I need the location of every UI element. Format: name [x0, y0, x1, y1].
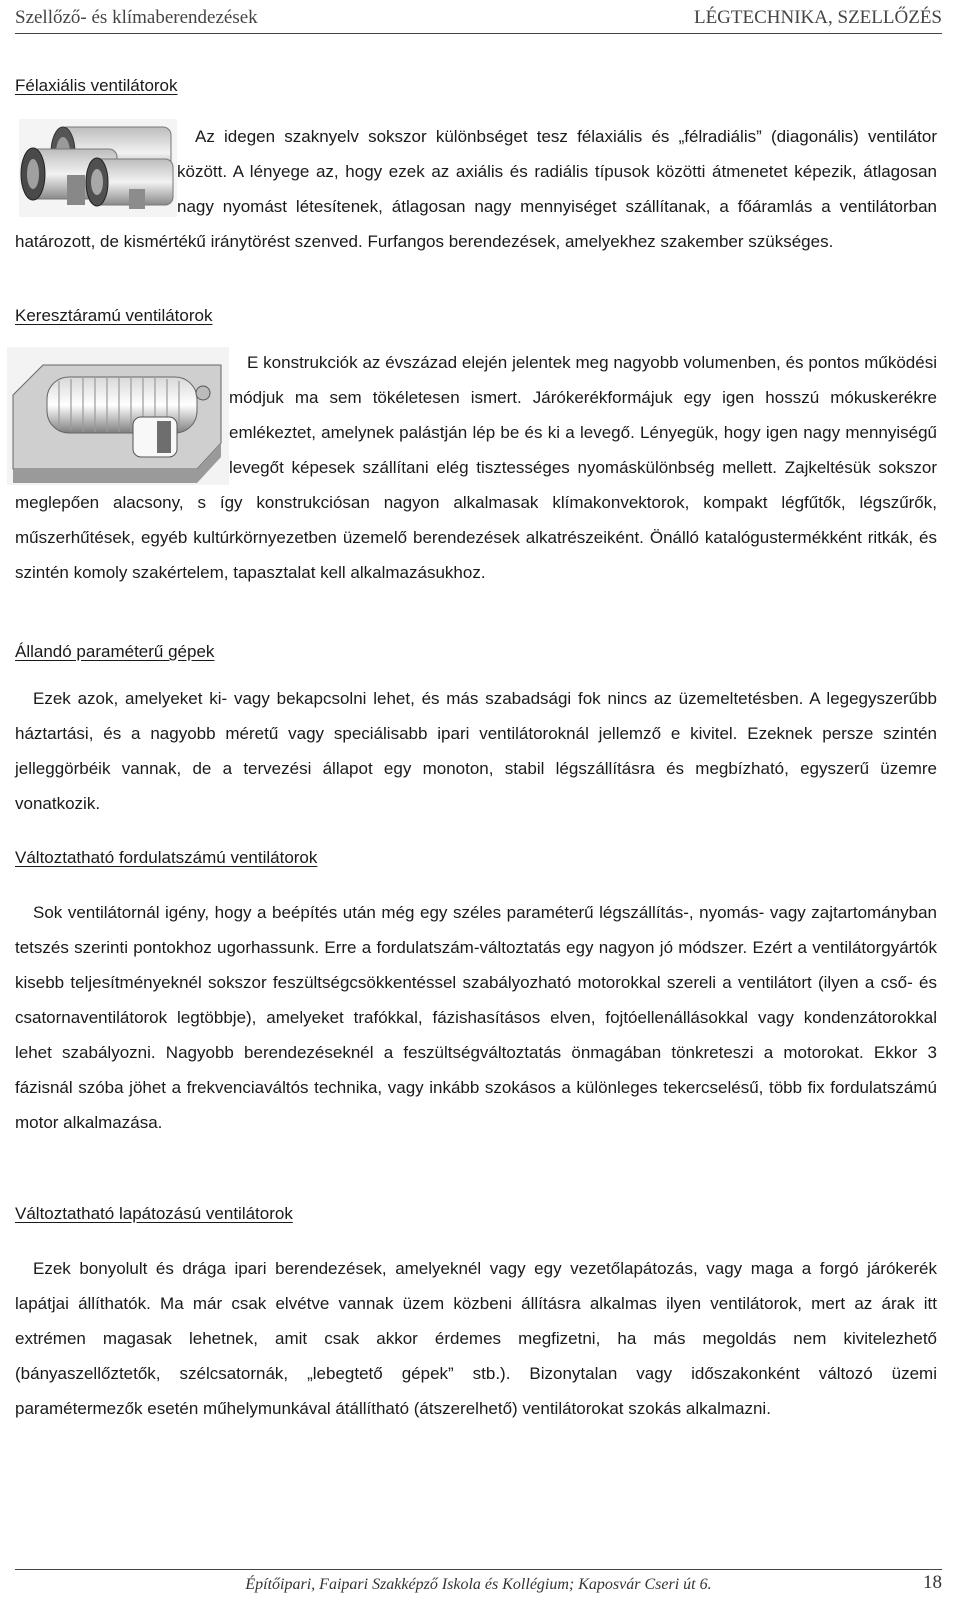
footer-text: Építőipari, Faipari Szakképző Iskola és Kollégium; Kaposvár Cseri út 6. — [245, 1576, 712, 1593]
section-title: Állandó paraméterű gépek — [15, 642, 215, 661]
section-semi-axial — [15, 68, 937, 259]
header-left: Szellőző- és klímaberendezések — [15, 7, 258, 28]
header-right: LÉGTECHNIKA, SZELLŐZÉS — [693, 7, 942, 28]
running-header — [15, 0, 942, 34]
section-paragraph: Sok ventilátornál igény, hogy a beépítés után még egy széles paraméterű légszállítás-, nyomás- vagy zajtartományban tetszés szerinti pontokhoz ugorhassunk. Erre a fordulatszám-változtatás egy nagyon jó módszer. Ezért a ventilátorgyártók kisebb teljesítményeknél sokszor feszültségcsökkentéssel szabályozható motorokkal szereli a ventilátort (ilyen a cső- és csatornaventilátorok legtöbbje), amelyeket trafókkal, fázishasításos elven, fojtóellenállásokkal vagy kondenzátorokkal lehet szabályozni. Nagyobb berendezéseknél a feszültségváltoztatás önmagában tönkreteszi a motorokat. Ekkor 3 fázisnál szóba jöhet a frekvenciaváltós technika, vagy inkább szokásos a különleges tekercselésű, több fix fordulatszámú motor alkalmazása. — [15, 903, 937, 1132]
section-paragraph: E konstrukciók az évszázad elején jelentek meg nagyobb volumenben, és pontos működési módjuk ma sem tökéletesen ismert. Járókerékformájuk egy igen hosszú mókuskerékre emlékeztet, amelynek palástján lép be és ki a levegő. Lényegük, hogy igen nagy mennyiségű levegőt képesek szállítani elég tisztességes nyomáskülönbség mellett. Zajkeltésük sokszor meglepően alacsony, s így konstrukciósan nagyon alkalmasak klímakonvektorok, kompakt légfűtők, légszűrők, műszerhűtések, egyéb kultúrkörnyezetben üzemelő berendezések alkatrészeiként. Önálló katalógustermékként ritkák, és szintén komoly szakértelem, tapasztalat kell alkalmazásukhoz. — [15, 353, 937, 582]
section-title: Változtatható lapátozású ventilátorok — [15, 1204, 293, 1223]
section-title: Félaxiális ventilátorok — [15, 76, 178, 95]
section-paragraph: Ezek bonyolult és drága ipari berendezések, amelyeknél vagy egy vezetőlapátozás, vagy maga a forgó járókerék lapátjai állíthatók. Ma már csak elvétve vannak üzem közbeni állításra alkalmas ilyen ventilátorok, mert az árak itt extrémen magasak lehetnek, amit csak akkor érdemes megfizetni, ha más megoldás nem kivitelezhető (bányaszellőztetők, szélcsatornák, „lebegtető gépek” stb.). Bizonytalan vagy időszakonként változó üzemi paramétermezők esetén műhelymunkával átállítható (átszerelhető) ventilátorokat szokás alkalmazni. — [15, 1259, 937, 1418]
section-paragraph: Ezek azok, amelyeket ki- vagy bekapcsolni lehet, és más szabadsági fok nincs az üzemeltetésben. A legegyszerűbb háztartási, és a nagyobb méretű vagy speciálisabb ipari ventilátoroknál jellemző e kivitel. Ezeknek persze szintén jelleggörbéik vannak, de a tervezési állapot egy monoton, stabil légszállításra és megbízható, egyszerű üzemre vonatkozik. — [15, 689, 937, 813]
section-paragraph: Az idegen szaknyelv sokszor különbséget tesz félaxiális és „félradiális” (diagonális) ventilátor között. A lényege az, hogy ezek az axiális és radiális típusok közötti átmenetet képezik, átlagosan nagy nyomást létesítenek, átlagosan nagy mennyiséget szállítanak, a főáramlás a ventilátorban határozott, de kismértékű iránytörést szenved. Furfangos berendezések, amelyekhez szakember szükséges. — [15, 127, 937, 251]
section-constant-parameter — [15, 634, 937, 821]
crossflow-fan-image — [7, 347, 229, 485]
section-variable-speed — [15, 840, 937, 1140]
section-crossflow — [15, 298, 937, 590]
section-variable-blade — [15, 1196, 937, 1426]
section-title: Keresztáramú ventilátorok — [15, 306, 213, 325]
section-title: Változtatható fordulatszámú ventilátorok — [15, 848, 318, 867]
axial-fans-image — [19, 119, 177, 217]
page-number: 18 — [923, 1572, 942, 1593]
page-footer — [15, 1569, 942, 1600]
